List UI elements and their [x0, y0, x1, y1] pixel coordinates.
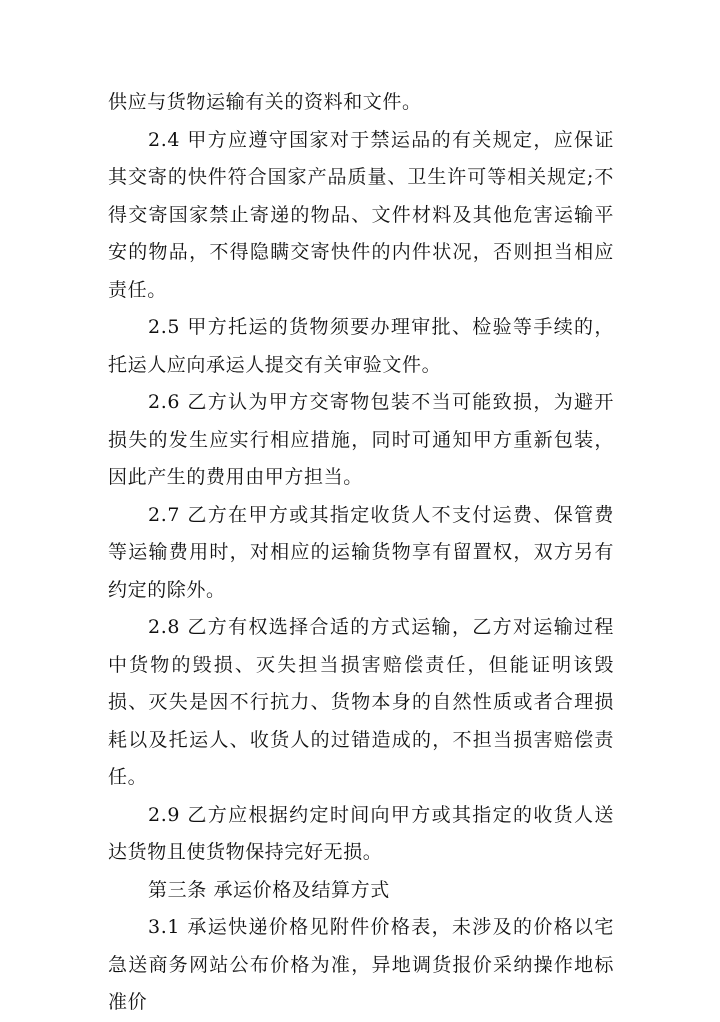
paragraph-clause-3-1: 3.1 承运快递价格见附件价格表，未涉及的价格以宅急送商务网站公布价格为准，异地调货报价采纳操作地标准价 — [108, 916, 614, 1013]
paragraph-clause-2-4: 2.4 甲方应遵守国家对于禁运品的有关规定，应保证其交寄的快件符合国家产品质量、卫生许可等相关规定;不得交寄国家禁止寄递的物品、文件材料及其他危害运输平安的物品，不得隐瞒交寄快件的内件状况，否则担当相应责任。 — [108, 128, 614, 301]
paragraph-clause-2-7: 2.7 乙方在甲方或其指定收货人不支付运费、保管费等运输费用时，对相应的运输货物享有留置权，双方另有约定的除外。 — [108, 503, 614, 601]
document-body — [108, 84, 614, 1022]
section-heading-article-3: 第三条 承运价格及结算方式 — [148, 878, 390, 901]
paragraph-continuation: 供应与货物运输有关的资料和文件。 — [108, 91, 422, 113]
paragraph-clause-2-8: 2.8 乙方有权选择合适的方式运输，乙方对运输过程中货物的毁损、灭失担当损害赔偿责任，但能证明该毁损、灭失是因不行抗力、货物本身的自然性质或者合理损耗以及托运人、收货人的过错造成的，不担当损害赔偿责任。 — [108, 616, 614, 788]
paragraph-clause-2-9: 2.9 乙方应根据约定时间向甲方或其指定的收货人送达货物且使货物保持完好无损。 — [108, 803, 614, 863]
paragraph-clause-2-6: 2.6 乙方认为甲方交寄物包装不当可能致损，为避开损失的发生应实行相应措施，同时可通知甲方重新包装，因此产生的费用由甲方担当。 — [108, 391, 614, 488]
paragraph-clause-2-5: 2.5 甲方托运的货物须要办理审批、检验等手续的，托运人应向承运人提交有关审验文件。 — [108, 316, 614, 376]
